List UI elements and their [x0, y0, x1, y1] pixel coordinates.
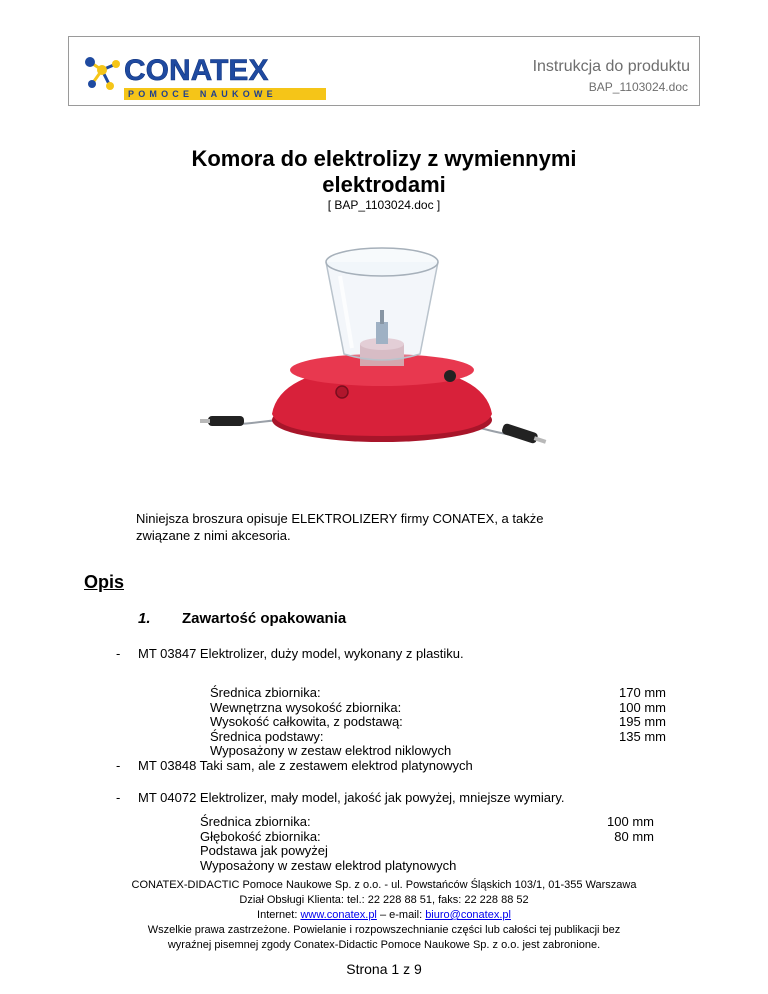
title-line-1: Komora do elektrolizy z wymiennymi — [191, 146, 577, 171]
footer-copyright-1: Wszelkie prawa zastrzeżone. Powielanie i rozpowszechnianie części lub całości tej publikacji bez — [147, 924, 621, 936]
footer-address: CONATEX-DIDACTIC Pomoce Naukowe Sp. z o.o. - ul. Powstańców Śląskich 103/1, 01-355 Warszawa — [131, 879, 637, 891]
document-ref: [ BAP_1103024.doc ] — [327, 198, 441, 212]
spec-values — [584, 815, 654, 844]
spec-values — [596, 686, 666, 744]
list-bullet: - — [116, 790, 121, 805]
list-item: MT 04072 Elektrolizer, mały model, jakość jak powyżej, mniejsze wymiary. — [138, 790, 565, 805]
spec-label: Wewnętrzna wysokość zbiornika: — [210, 699, 402, 715]
logo-wordmark: CONATEX — [124, 54, 269, 87]
email-link[interactable]: biuro@conatex.pl — [425, 909, 511, 921]
header-doc-type: Instrukcja do produktu — [532, 58, 690, 75]
logo-tagline: POMOCE NAUKOWE — [128, 89, 277, 99]
spec-label: Wyposażony w zestaw elektrod platynowych — [200, 857, 457, 873]
spec-value: 170 mm — [619, 685, 666, 700]
spec-label: Średnica podstawy: — [210, 728, 324, 744]
intro-paragraph — [136, 510, 656, 544]
spec-value: 195 mm — [619, 714, 666, 729]
spec-labels — [210, 686, 451, 759]
footer-links — [40, 908, 728, 923]
footer-internet-label: Internet: — [257, 909, 301, 921]
spec-label: Wysokość całkowita, z podstawą: — [210, 714, 403, 729]
molecule-icon — [80, 52, 126, 98]
footer-copyright-2: wyraźnej pisemnej zgody Conatex-Didactic Pomoce Naukowe Sp. z o.o. jest zabronione. — [167, 939, 601, 951]
spec-value: 80 mm — [614, 828, 654, 844]
website-link[interactable]: www.conatex.pl — [300, 909, 377, 921]
spec-label: Głębokość zbiornika: — [200, 828, 321, 844]
spec-value: 100 mm — [619, 699, 666, 715]
spec-value: 100 mm — [607, 814, 654, 829]
footer — [40, 878, 728, 953]
company-logo — [80, 52, 330, 98]
left-clip-icon — [200, 416, 244, 426]
footer-email-label: – e-mail: — [376, 909, 426, 921]
document-title — [134, 146, 634, 198]
title-line-2: elektrodami — [322, 172, 446, 197]
spec-value: 135 mm — [619, 728, 666, 744]
spec-label: Wyposażony w zestaw elektrod niklowych — [210, 743, 452, 758]
spec-labels — [200, 815, 456, 873]
intro-line-2: związane z nimi akcesoria. — [136, 528, 291, 543]
header-doc-file: BAP_1103024.doc — [588, 80, 688, 94]
list-bullet: - — [116, 758, 121, 773]
spec-label: Średnica zbiornika: — [210, 685, 321, 700]
list-item: MT 03847 Elektrolizer, duży model, wykonany z plastiku. — [138, 646, 464, 661]
list-bullet: - — [116, 646, 121, 661]
spec-label: Podstawa jak powyżej — [200, 843, 328, 858]
list-item: MT 03848 Taki sam, ale z zestawem elektrod platynowych — [138, 758, 473, 773]
subsection-number: 1. — [138, 610, 151, 627]
subsection-heading: Zawartość opakowania — [182, 610, 347, 627]
right-clip-icon — [501, 423, 546, 445]
intro-line-1: Niniejsza broszura opisuje ELEKTROLIZERY firmy CONATEX, a także — [136, 511, 544, 526]
product-photo — [200, 236, 568, 456]
spec-label: Średnica zbiornika: — [200, 814, 311, 829]
page-number: Strona 1 z 9 — [346, 961, 422, 977]
section-heading: Opis — [84, 572, 125, 592]
footer-contact: Dział Obsługi Klienta: tel.: 22 228 88 51, faks: 22 228 88 52 — [239, 894, 529, 906]
